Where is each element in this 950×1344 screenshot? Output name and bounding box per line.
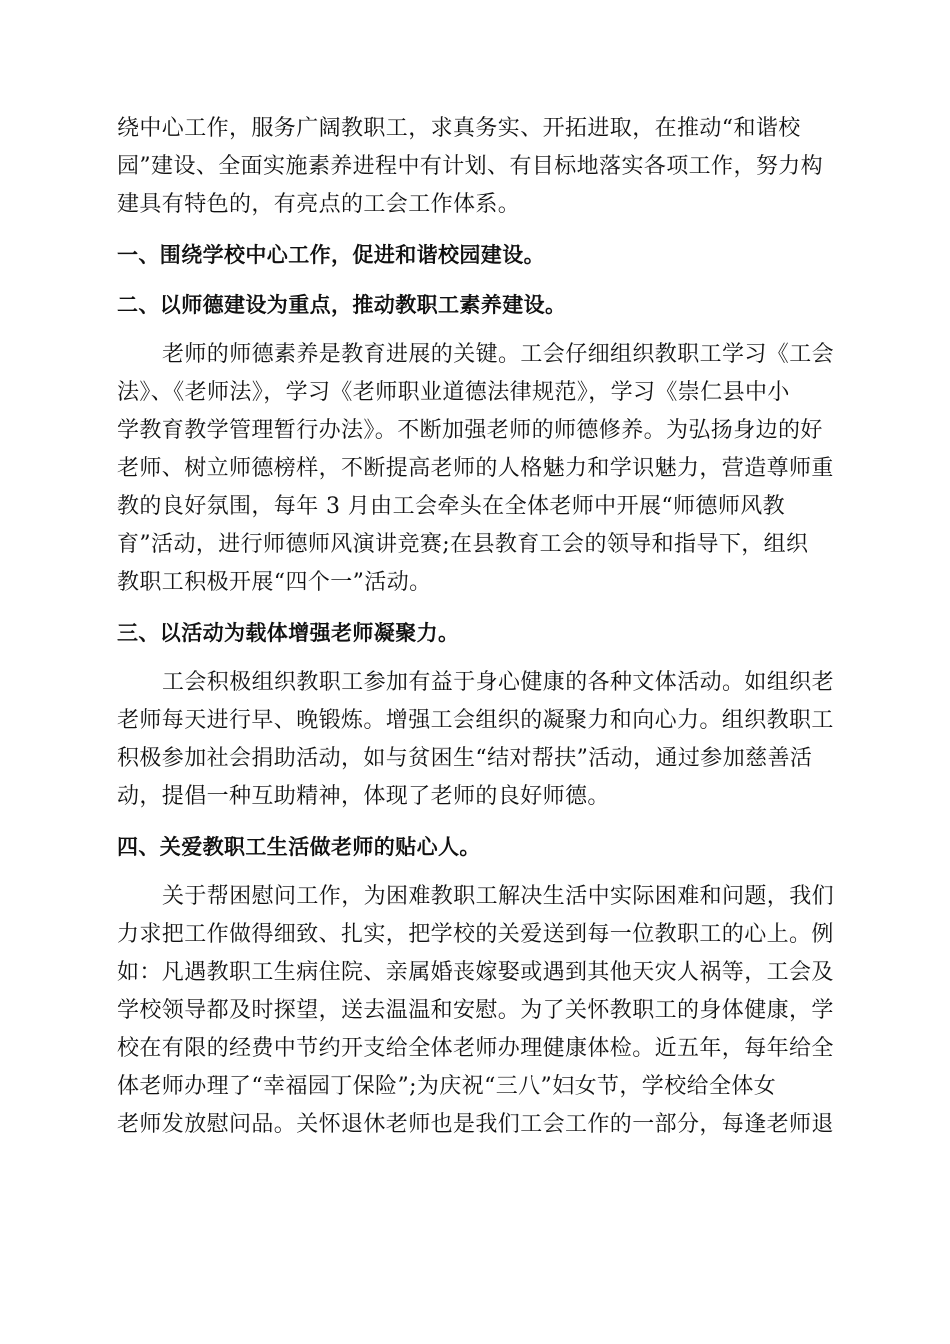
document-body [117, 110, 839, 1144]
text-line: 校在有限的经费中节约开支给全体老师办理健康体检。近五年，每年给全 [117, 1036, 834, 1061]
text-line: 老师、树立师德榜样，不断提高老师的人格魅力和学识魅力，营造尊师重 [117, 456, 834, 481]
text-line: 工会积极组织教职工参加有益于身心健康的各种文体活动。如组织老 [162, 670, 835, 695]
section-heading-4: 四、关爱教职工生活做老师的贴心人。 [117, 835, 481, 859]
intro-paragraph [117, 110, 839, 224]
text-line: 体老师办理了“幸福园丁保险”;为庆祝“三八”妇女节，学校给全体女 [117, 1074, 777, 1099]
text-line: 关于帮困慰问工作，为困难教职工解决生活中实际困难和问题，我们 [162, 884, 835, 909]
text-line: 如：凡遇教职工生病住院、亲属婚丧嫁娶或遇到其他天灾人祸等，工会及 [117, 960, 834, 985]
text-line: 力求把工作做得细致、扎实，把学校的关爱送到每一位教职工的心上。例 [117, 922, 834, 947]
text-line: 教的良好氛围，每年 3 月由工会牵头在全体老师中开展“师德师风教 [117, 494, 786, 519]
section-2-paragraph [117, 336, 839, 602]
section-heading-1: 一、围绕学校中心工作，促进和谐校园建设。 [117, 243, 545, 267]
text-line: 老师发放慰问品。关怀退休老师也是我们工会工作的一部分，每逢老师退 [117, 1112, 834, 1137]
section-4-paragraph [117, 878, 839, 1144]
text-line: 教职工积极开展“四个一”活动。 [117, 570, 432, 595]
text-line: 老师每天进行早、晚锻炼。增强工会组织的凝聚力和向心力。组织教职工 [117, 708, 834, 733]
text-line: 动，提倡一种互助精神，体现了老师的良好师德。 [117, 784, 610, 809]
text-line: 积极参加社会捐助活动，如与贫困生“结对帮扶”活动，通过参加慈善活 [117, 746, 813, 771]
text-line: 绕中心工作，服务广阔教职工，求真务实、开拓进取，在推动“和谐校 [117, 116, 801, 141]
text-line: 建具有特色的，有亮点的工会工作体系。 [117, 192, 521, 217]
text-line: 法》、《老师法》，学习《老师职业道德法律规范》，学习《崇仁县中小 [117, 380, 790, 405]
text-line: 老师的师德素养是教育进展的关键。工会仔细组织教职工学习《工会 [162, 342, 835, 367]
section-heading-3: 三、以活动为载体增强老师凝聚力。 [117, 621, 460, 645]
section-3-paragraph [117, 664, 839, 816]
text-line: 学校领导都及时探望，送去温温和安慰。为了关怀教职工的身体健康，学 [117, 998, 834, 1023]
text-line: 学教育教学管理暂行办法》。不断加强老师的师德修养。为弘扬身边的好 [117, 418, 823, 443]
text-line: 育”活动，进行师德师风演讲竞赛;在县教育工会的领导和指导下，组织 [117, 532, 809, 557]
text-line: 园”建设、全面实施素养进程中有计划、有目标地落实各项工作，努力构 [117, 154, 824, 179]
section-heading-2: 二、以师德建设为重点，推动教职工素养建设。 [117, 293, 567, 317]
